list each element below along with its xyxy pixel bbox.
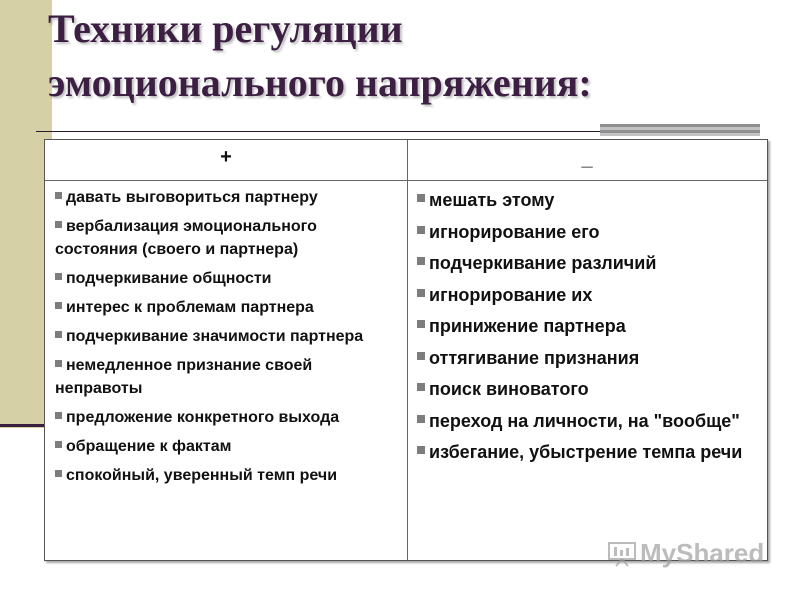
square-bullet-icon xyxy=(417,415,425,423)
square-bullet-icon xyxy=(417,352,425,360)
watermark-text: MyShared xyxy=(640,538,765,568)
title-line-1: Техники регуляции xyxy=(48,6,403,51)
list-item: переход на личности, на "вообще" xyxy=(417,409,762,434)
list-item: немедленное признание своей неправоты xyxy=(55,357,313,397)
list-item: игнорирование их xyxy=(417,283,762,308)
list-item: оттягивание признания xyxy=(417,346,762,371)
title-line-2: эмоционального напряжения: xyxy=(48,60,592,105)
list-item: предложение конкретного выхода xyxy=(55,406,395,429)
minus-column-header: _ xyxy=(581,148,593,170)
square-bullet-icon xyxy=(417,194,425,202)
title-divider-accent xyxy=(600,124,760,136)
square-bullet-icon xyxy=(55,412,62,419)
list-item: интерес к проблемам партнера xyxy=(55,296,395,319)
plus-techniques-list xyxy=(55,186,395,493)
list-item: игнорирование его xyxy=(417,220,762,245)
square-bullet-icon xyxy=(55,470,62,477)
minus-techniques-list xyxy=(417,188,762,472)
square-bullet-icon xyxy=(417,383,425,391)
square-bullet-icon xyxy=(55,192,62,199)
list-item: избегание, убыстрение темпа речи xyxy=(417,440,762,465)
list-item: подчеркивание значимости партнера xyxy=(55,325,395,348)
square-bullet-icon xyxy=(55,331,62,338)
list-item: подчеркивание различий xyxy=(417,251,762,276)
square-bullet-icon xyxy=(55,273,62,280)
presentation-board-icon xyxy=(607,541,637,567)
list-item: подчеркивание общности xyxy=(55,267,395,290)
list-item: поиск виноватого xyxy=(417,377,762,402)
square-bullet-icon xyxy=(55,441,62,448)
plus-column-header: + xyxy=(220,146,232,168)
square-bullet-icon xyxy=(55,221,62,228)
column-divider xyxy=(407,140,408,560)
list-item: мешать этому xyxy=(417,188,762,213)
list-item: спокойный, уверенный темп речи xyxy=(55,464,395,487)
list-item: вербализация эмоционального состояния (своего и партнера) xyxy=(55,218,317,258)
header-divider xyxy=(45,180,767,181)
page-title xyxy=(48,2,788,110)
square-bullet-icon xyxy=(55,302,62,309)
list-item: давать выговориться партнеру xyxy=(55,186,395,209)
square-bullet-icon xyxy=(417,257,425,265)
square-bullet-icon xyxy=(417,226,425,234)
square-bullet-icon xyxy=(417,446,425,454)
list-item: обращение к фактам xyxy=(55,435,395,458)
square-bullet-icon xyxy=(417,320,425,328)
techniques-table xyxy=(44,139,768,561)
square-bullet-icon xyxy=(55,360,62,367)
square-bullet-icon xyxy=(417,289,425,297)
list-item: принижение партнера xyxy=(417,314,762,339)
